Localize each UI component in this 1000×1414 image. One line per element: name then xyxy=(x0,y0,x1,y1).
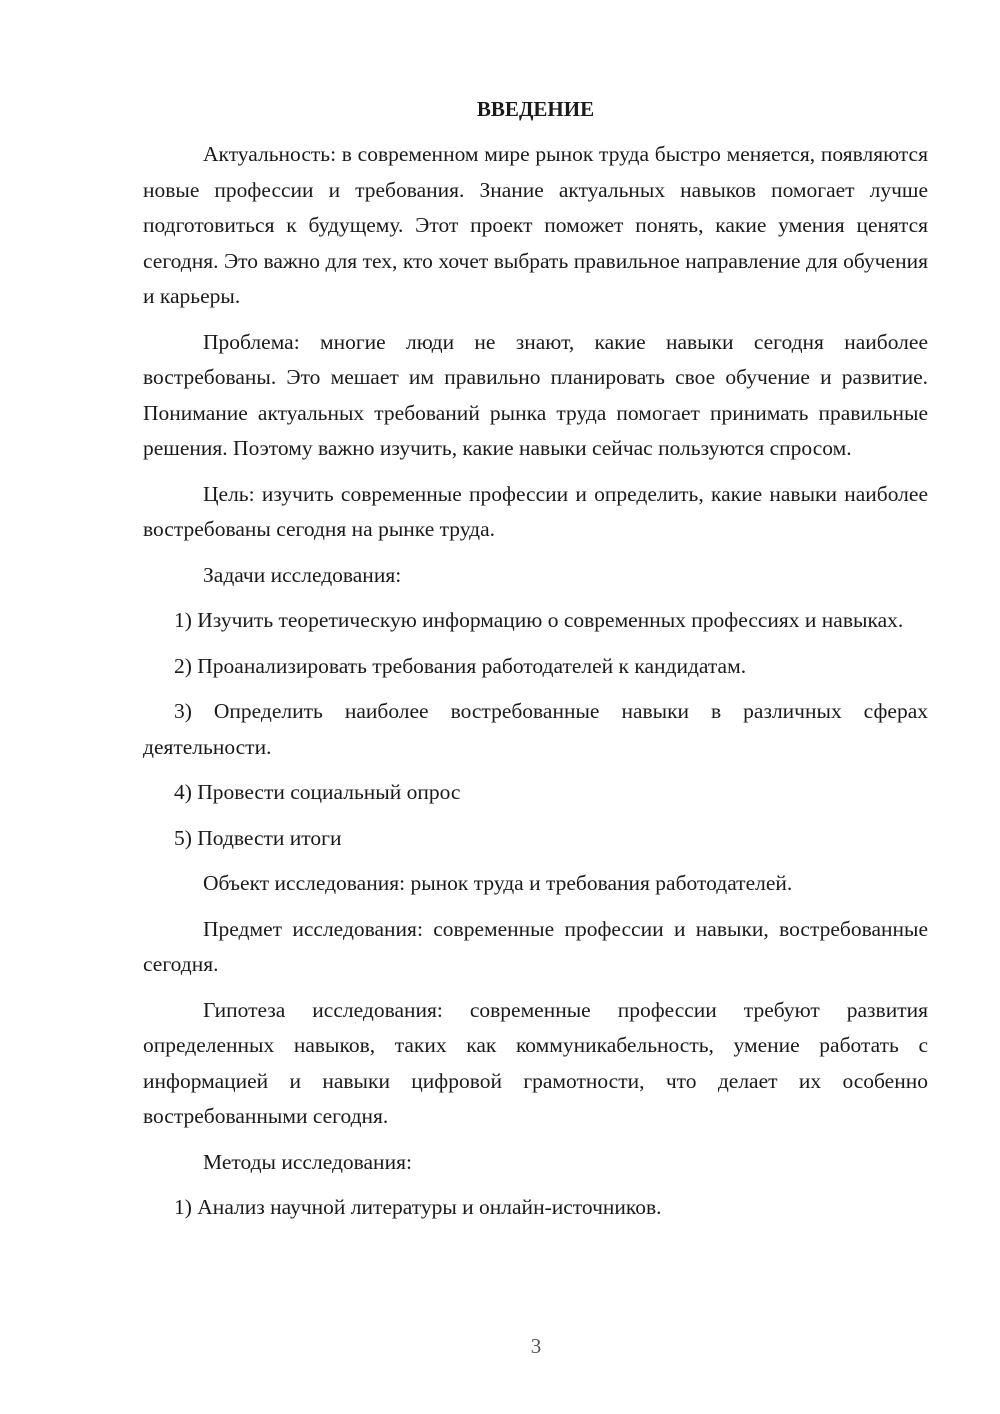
list-item-task-3: 3) Определить наиболее востребованные навыки в различных сферах деятельности. xyxy=(143,699,928,759)
list-item-task-2: 2) Проанализировать требования работодателей к кандидатам. xyxy=(174,653,747,678)
section-heading: ВВЕДЕНИЕ xyxy=(476,97,595,121)
paragraph-methods-heading: Методы исследования: xyxy=(203,1149,412,1174)
paragraph-hypothesis: Гипотеза исследования: современные профессии требуют развития определенных навыков, таких как коммуникабельность, умение работать с информацией и навыки цифровой грамотности, что делает их особенно востребованными сегодня. xyxy=(143,997,928,1128)
paragraph-problem: Проблема: многие люди не знают, какие навыки сегодня наиболее востребованы. Это мешает им правильно планировать свое обучение и развитие. Понимание актуальных требований рынка труда помогает принимать правильные решения. Поэтому важно изучить, какие навыки сейчас пользуются спросом. xyxy=(143,329,928,460)
list-item-task-1: 1) Изучить теоретическую информацию о современных профессиях и навыках. xyxy=(174,608,904,632)
paragraph-goal: Цель: изучить современные профессии и определить, какие навыки наиболее востребованы сегодня на рынке труда. xyxy=(143,481,928,541)
list-item-task-5: 5) Подвести итоги xyxy=(174,825,342,850)
paragraph-tasks-heading: Задачи исследования: xyxy=(203,562,402,587)
list-item-method-1: 1) Анализ научной литературы и онлайн-источников. xyxy=(174,1195,662,1219)
paragraph-subject: Предмет исследования: современные профессии и навыки, востребованные сегодня. xyxy=(143,916,928,976)
paragraph-object: Объект исследования: рынок труда и требования работодателей. xyxy=(203,871,793,895)
paragraph-relevance: Актуальность: в современном мире рынок труда быстро меняется, появляются новые профессии и требования. Знание актуальных навыков помогает лучше подготовиться к будущему. Этот проект поможет понять, какие умения ценятся сегодня. Это важно для тех, кто хочет выбрать правильное направление для обучения и карьеры. xyxy=(143,142,928,308)
list-item-task-4: 4) Провести социальный опрос xyxy=(174,780,461,804)
document-body xyxy=(143,92,928,1226)
page-number: 3 xyxy=(530,1334,542,1358)
